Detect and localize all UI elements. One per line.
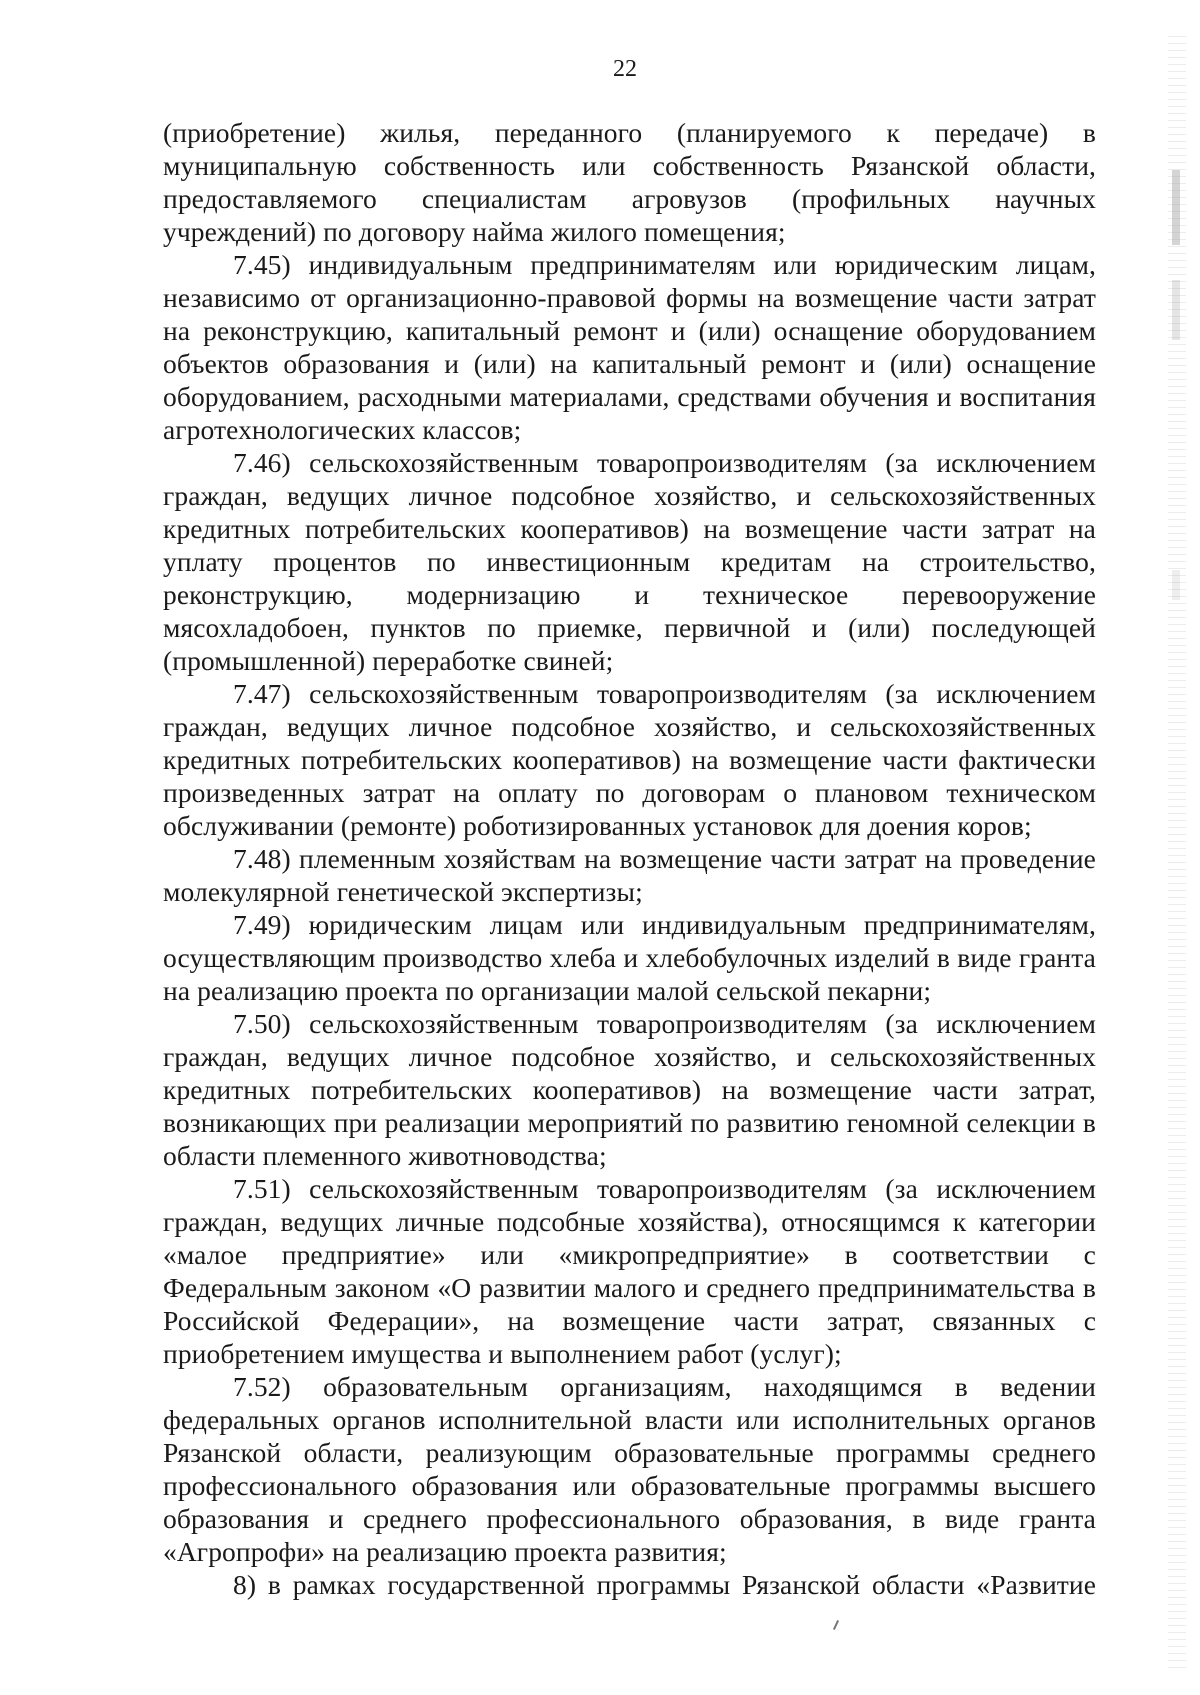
paragraph-7-48: 7.48) племенным хозяйствам на возмещение части затрат на проведение молекулярной генетической экспертизы; [163,843,1096,907]
document-body [163,116,1096,1601]
paragraph-7-47: 7.47) сельскохозяйственным товаропроизводителям (за исключением граждан, ведущих личное подсобное хозяйство, и сельскохозяйственных кредитных потребительских кооперативов) на возмещение части фактически произведенных затрат на оплату по договорам о плановом техническом обслуживании (ремонте) роботизированных установок для доения коров; [163,678,1096,841]
paragraph-8: 8) в рамках государственной программы Рязанской области «Развитие [233,1569,1096,1600]
scan-edge-artifact [1168,30,1186,1670]
paragraph-7-45: 7.45) индивидуальным предпринимателям или юридическим лицам, независимо от организационно-правовой формы на возмещение части затрат на реконструкцию, капитальный ремонт и (или) оснащение оборудованием объектов образования и (или) на капитальный ремонт и (или) оснащение оборудованием, расходными материалами, средствами обучения и воспитания агротехнологических классов; [163,249,1096,445]
paragraph-7-51: 7.51) сельскохозяйственным товаропроизводителям (за исключением граждан, ведущих личные подсобные хозяйства), относящимся к категории «малое предприятие» или «микропредприятие» в соответствии с Федеральным законом «О развитии малого и среднего предпринимательства в Российской Федерации», на возмещение части затрат, связанных с приобретением имущества и выполнением работ (услуг); [163,1173,1096,1369]
paragraph-7-50: 7.50) сельскохозяйственным товаропроизводителям (за исключением граждан, ведущих личное подсобное хозяйство, и сельскохозяйственных кредитных потребительских кооперативов) на возмещение части затрат, возникающих при реализации мероприятий по развитию геномной селекции в области племенного животноводства; [163,1008,1096,1171]
stray-scan-mark [833,1620,839,1630]
paragraph-7-46: 7.46) сельскохозяйственным товаропроизводителям (за исключением граждан, ведущих личное подсобное хозяйство, и сельскохозяйственных кредитных потребительских кооперативов) на возмещение части затрат на уплату процентов по инвестиционным кредитам на строительство, реконструкцию, модернизацию и техническое перевооружение мясохладобоен, пунктов по приемке, первичной и (или) последующей (промышленной) переработке свиней; [163,447,1096,676]
paragraph-7-49: 7.49) юридическим лицам или индивидуальным предпринимателям, осуществляющим производство хлеба и хлебобулочных изделий в виде гранта на реализацию проекта по организации малой сельской пекарни; [163,909,1096,1006]
paragraph-7-52: 7.52) образовательным организациям, находящимся в ведении федеральных органов исполнительной власти или исполнительных органов Рязанской области, реализующим образовательные программы среднего профессионального образования или образовательные программы высшего образования и среднего профессионального образования, в виде гранта «Агропрофи» на реализацию проекта развития; [163,1371,1096,1567]
paragraph-continuation: (приобретение) жилья, переданного (планируемого к передаче) в муниципальную собственность или собственность Рязанской области, предоставляемого специалистам агровузов (профильных научных учреждений) по договору найма жилого помещения; [163,117,1096,247]
page-number: 22 [613,56,637,82]
